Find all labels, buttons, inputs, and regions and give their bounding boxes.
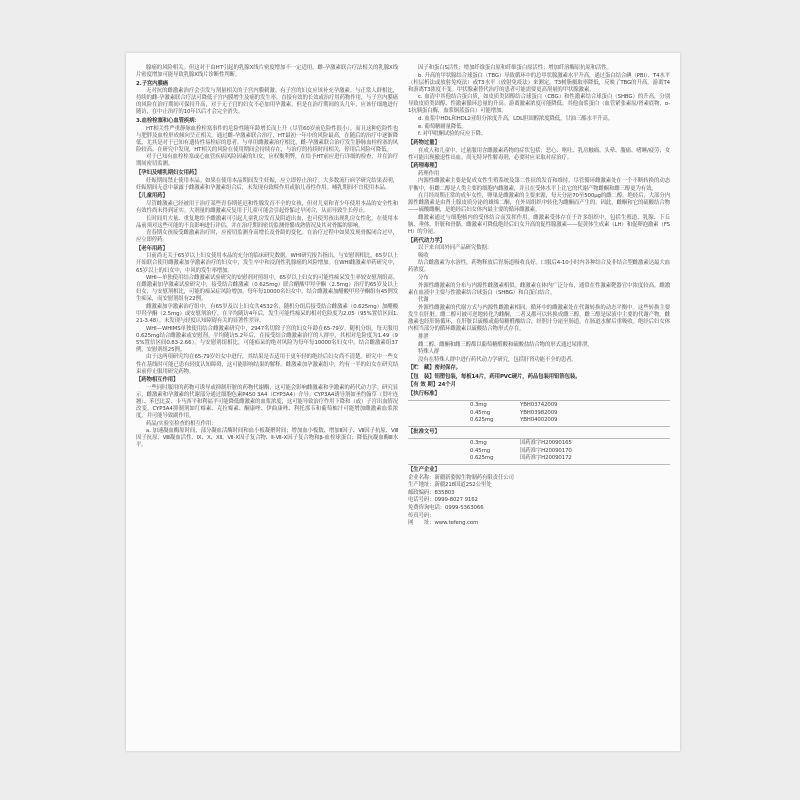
paragraph: 以下来自国外同产品研究数据：	[418, 245, 493, 252]
paragraph: 在月经周期正常的成年女性，卵巢是雌激素的主要来源，每天分泌70至500μg的雌二醇。绝经后，大部分内源性雌激素是由肾上腺皮质分泌的雄烯二酮，在外周组织中转化为雌酮而产生的。因此，雌酮和它的硫酸结合物——硫酸雌酮，是绝经后妇女体内最主要的循环雌激素。	[408, 193, 670, 214]
standards-row	[408, 410, 670, 417]
paragraph: d. 血浆中HDL和HDL2亚组分浓度升高，LDL胆固醇浓度降低，甘油三酯水平升高。	[418, 116, 613, 123]
manufacturer-block	[408, 475, 670, 528]
spec-value: 0.625mg	[470, 455, 494, 462]
manufacturer-label: 电话号码：	[408, 497, 435, 504]
paragraph: f. 对甲吡酮试验的反应下降。	[418, 131, 487, 138]
manufacturer-value: 0999-8027 9162	[434, 497, 478, 504]
paragraph: b. 升高的甲状腺结合球蛋白（TBG）导致循环中的总甲状腺激素水平升高，通过蛋白结合碘（PBI）、T4水平（柱层析法或放射免疫法）或T3水平（放射免疫法）来测定。T3树脂摄取率降低，反映了TBG的升高。游离T4和游离T3浓度不变。甲状腺素替代治疗的患者可能需要更高剂量的甲状腺激素。	[408, 72, 670, 93]
spacer	[408, 402, 470, 409]
manufacturer-value: 835803	[434, 489, 455, 496]
paragraph: 腺癌的风险相关。但这对于由HT引起的乳腺X线片密度增加不一定适用。雌-孕激素联合疗法相关的乳腺X线片密度增加可能导致乳腺X线片诊断性判断。	[136, 65, 398, 79]
code-value: 国药准字H20090165	[520, 440, 572, 446]
paragraph: HT相关性严重静脉血栓栓塞事件的危险性随年龄增长而上升（尽管60岁前危险性很小）。而且这种危险性也与肥胖及血栓形成倾向呈正相关。通过雌-孕激素联合治疗，HT最初一年中的风险最高，在随后的治疗中逐渐降低，尤其是对于已知有遗传性易栓症的患者。与单用雌激素治疗相比，雌-孕激素联合治疗发生静脉血栓栓塞的风险较高。在研究中发现，HT相关的风险在使用期间会持续存在，与治疗的持续时间相关，停用后风险可降低。	[136, 125, 398, 153]
section-heading: 【药物过量】	[408, 139, 440, 146]
standards-row	[408, 402, 670, 409]
paragraph: 青春期女孩接受雌激素治疗时，应密切监测身高增长及骨龄的变化。在治疗过程中如果发现骨骺闭合过早，应立即停药。	[136, 230, 398, 244]
paragraph: 药理作用	[418, 170, 440, 177]
manufacturer-label: 传真号码：	[408, 512, 435, 519]
manufacturer-label: 免费咨询电话：	[408, 505, 446, 512]
paragraph: 内源性雌激素主要是促成女性生殖系统及第二性征的发育和维持。尽管循环雌激素处在一个不断转换的动态平衡中，但雌二醇是人类主要的细胞内雌激素，并且在受体水平上比它的代谢产物雌酮和雌三醇更为有效。	[408, 178, 670, 192]
section-heading: 2.子宫内膜癌	[136, 80, 169, 87]
section-heading: 【执行标准】	[408, 390, 440, 397]
paragraph: 对于已知有血栓栓塞或心血管疾病风险因素的妇女，应权衡利弊，在给予HT前应进行详细的检查，并在治疗期间密切监测。	[136, 154, 398, 168]
section-heading: 【贮 藏】密封保存。	[408, 365, 461, 372]
paragraph: 外源性雌激素的代谢方式与内源性雌激素相同。循环中的雌激素处在代谢转换的动态平衡中。这些转换主要发生在肝脏。雌二醇可被可逆地转化为雌酮，二者又都可以转换成雌三醇，雌三醇是尿液中主要的代谢产物。雌激素也经肝肠循环，在肝脏以硫酸或葡萄糖醛酸结合，经胆汁分泌至肠道，在肠道水解后重吸收。绝经后妇女体内相当部分的循环雌激素以硫酸结合物形式存在。	[408, 305, 670, 333]
section-heading: 3.血栓栓塞和心血管疾病：	[136, 117, 200, 124]
code-value: YBH03982009	[520, 409, 558, 416]
code-value: 国药准字H20090172	[520, 455, 572, 462]
paragraph: 因子和蛋白S活性；增加纤维蛋白原和纤维蛋白原活性；增加纤溶酶原抗原和活性。	[418, 65, 612, 71]
paragraph: 目前尚无关于65岁以上妇女使用本品的充分的临床研究数据。WHI研究报告指出，与安慰剂相比，65岁以上开始联合使用雌激素加孕激素治疗的妇女中，发生卒中和浸润性乳腺癌的风险增加。在WHI雌激素单药研究中，65岁以上的妇女中，中风的发生率增加。	[136, 253, 398, 274]
manufacturer-value: 新疆218国道252公里处	[434, 482, 492, 489]
manufacturer-line	[408, 505, 670, 512]
paragraph: a. 加速凝血酶原时间，部分凝血活酶时间和血小板凝聚时间；增加血小板数、增加Ⅱ因子、Ⅶ因子抗原、Ⅷ因子抗原、Ⅷ凝血活性、Ⅸ、Ⅹ、Ⅻ、Ⅶ-Ⅹ因子复合物、Ⅱ-Ⅶ-Ⅹ因子复合物和β-血栓球蛋白；降低抗凝血酶Ⅲ水平。	[136, 428, 398, 449]
paragraph: 由于这两项研究均在65-79岁妇女中进行，其结果是否适用于更年轻的绝经后妇女尚不清楚。研究中一些女性在基线时可能已患有轻度认知障碍，这可能影响结果的解释。雌激素加孕激素组中，约有一半的妇女在研究结束前停止服用研究药物。	[136, 354, 398, 375]
approvals-row	[408, 440, 670, 447]
paragraph: c. 血清中其他结合蛋白质，如皮质类固醇结合球蛋白（CBG）和性激素结合球蛋白（SHBG）的升高，分别导致皮质类固醇、性激素循环总量的升高。游离激素浓度可能降低。其他血浆蛋白（血管紧张素原/肾素底物，α-1抗胰蛋白酶，血浆铜蓝蛋白）可能增加。	[408, 94, 670, 115]
manufacturer-line	[408, 482, 670, 489]
manufacturer-line	[408, 520, 670, 527]
paragraph: 在成人和儿童中，过量服用含雌激素药物的症状包括：恶心、呕吐、乳房触痛、头晕、腹痛、嗜睡/疲劳；女性可能出现撤退性出血。尚无特异性解毒剂，必要时应采取对症治疗。	[408, 147, 670, 161]
spacer	[408, 440, 470, 447]
section-heading: 【药代动力学】	[408, 237, 446, 244]
paragraph: 排泄	[418, 333, 429, 340]
section-heading: 【老年用药】	[136, 245, 168, 252]
section-heading: 【药物相互作用】	[136, 377, 179, 384]
manufacturer-label: 邮政编码：	[408, 489, 435, 496]
paragraph: 无对抗的雌激素治疗会引发与剂量相关的子宫内膜刺激。有子宫的妇女应该补充孕激素。与正常人群相比，持续的雌-孕激素联合疗法可降低子宫内膜增生及癌的发生率。直接有效的长效或治疗用药物作用，与子宫内膜癌的风险在治疗期间可保持升高，对于无子宫的妇女不必加用孕激素，但是在治疗期间的头几年，应该仔细地进行随访，在中止治疗的10年以后才会完全消失。	[136, 88, 398, 116]
paragraph: 结合雌激素为水溶性，药物释放后胃肠道吸收良好。口服后4-10小时内各种结合及非结合型雌激素达最大血药浓度。	[408, 260, 670, 274]
spacer	[408, 417, 470, 424]
spec-value: 0.45mg	[470, 409, 491, 416]
manufacturer-value: 新疆新姿源生物制药有限责任公司	[434, 474, 514, 481]
left-column	[136, 65, 398, 450]
manufacturer-line	[408, 497, 670, 504]
paragraph: WHI—WHIMS单独使用结合雌激素研究中，2947名切除子宫的妇女年龄在65-79岁，随机分组，每天服用0.625mg结合雌激素或安慰剂。平均随访5.2年后，在接受结合雌激素治疗的人群中，其相对危险度为1.49（95%置信区间0.83-2.66）。与安慰剂组相比，可能痴呆的绝对风险为每年每10000名妇女中，结合雌激素组37例，安慰剂组25例。	[136, 325, 398, 353]
spacer	[408, 410, 470, 417]
manufacturer-label: 企业名称：	[408, 474, 435, 481]
section-heading: 【生产企业】	[408, 466, 440, 473]
paragraph: 妊娠期间禁止使用本品。如果在使用本品期间发生妊娠，应立即停止治疗。大多数流行病学研究结果表明，妊娠期间无意中暴露于雌激素和孕激素组合后，未发现有致畸作用或胎儿毒性作用。哺乳期间不宜使用本品。	[136, 177, 398, 191]
spec-value: 0.45mg	[470, 447, 491, 454]
manufacturer-line	[408, 513, 670, 520]
right-column	[408, 65, 670, 528]
section-heading: 【包 装】铝塑包装，每板14片，药用PVC硬片，药品包装用铝箔包装。	[408, 373, 581, 380]
approvals-row	[408, 448, 670, 455]
paragraph: 特殊人群	[418, 349, 440, 356]
code-value: 国药准字H20090170	[520, 447, 572, 454]
standards-table	[408, 400, 670, 427]
paragraph: 雌激素加孕激素治疗组中，有65岁及以上妇女共4532名，随机分组后接受结合雌激素（0.625mg）加醋酸甲羟孕酮（2.5mg）或安慰剂治疗。在平均随访4年后，发生可能性痴呆的相对危险度为2.05（95%置信区间1.21-3.48）。未发现与轻度认知障碍有关的显著性差异。	[136, 303, 398, 325]
manufacturer-value: 0999-5363066	[445, 505, 484, 512]
paragraph: 吸收	[418, 252, 429, 259]
section-heading: 【批准文号】	[408, 428, 440, 435]
section-heading: 【孕妇及哺乳期妇女用药】	[136, 169, 200, 176]
code-value: YBH03742009	[520, 402, 558, 409]
approvals-row	[408, 455, 670, 462]
manufacturer-line	[408, 490, 670, 497]
section-heading: 【药理毒理】	[408, 163, 440, 170]
manufacturer-label: 生产地址：	[408, 482, 435, 489]
manufacturer-line	[408, 475, 670, 482]
paragraph: e. 葡萄糖耐量降低。	[418, 123, 467, 130]
spacer	[408, 448, 470, 455]
paragraph: 没有在特殊人群中进行药代动力学研究，包括肝肾功能不全的患者。	[418, 356, 577, 363]
manufacturer-label: 网 址：	[408, 520, 435, 527]
section-heading: 【儿童用药】	[136, 193, 168, 200]
paragraph: 代谢	[418, 297, 429, 304]
paragraph: 分布	[418, 275, 429, 282]
paragraph: 一些同时服用的药物可诱导或抑制肝脏的药物代谢酶，这可能会影响雌激素和孕激素的药代动力学。研究显示，雌激素和孕激素的代谢部分通过细胞色素P450 3A4（CYP3A4）介导。CYP3A4诱导剂如圣约翰草（贯叶连翘）、苯巴比妥、卡马西平和利福平可能降低雌激素的血浆浓度，这可能导致治疗作用下降和（或）子宫出血情况改变。CYP3A4抑制剂如红霉素、克拉霉素、酮康唑、伊曲康唑、利托那韦和葡萄柚汁可能增加雌激素血浆浓度，并可能导致副作用。	[136, 384, 398, 419]
package-insert-sheet	[126, 53, 680, 751]
spacer	[408, 455, 470, 462]
manufacturer-value: www.tefeng.com	[434, 520, 479, 527]
paragraph: 雌激素通过与细胞核内的受体结合而发挥作用。雌激素受体存在于许多组织中，包括生殖道、乳腺、下丘脑、垂体、肝脏和骨骼。雌激素可降低绝经后妇女升高的促性腺激素——促黄体生成素（LH）和促卵泡激素（FSH）的分泌。	[408, 214, 670, 235]
paragraph: 雌二醇、雌酮和雌三醇都以葡萄糖醛酸和硫酸盐结合物的形式通过尿排泄。	[418, 341, 593, 348]
spec-value: 0.625mg	[470, 417, 494, 424]
spec-value: 0.3mg	[470, 440, 487, 446]
paragraph: WHI—单独使用结合雌激素试验研究的安慰剂对照组中，65岁以上妇女的可能性痴呆发生率较安慰剂组高。在雌激素加孕激素试验研究中，接受结合雌激素（0.625mg）联合醋酸甲羟孕酮（2.5mg）治疗的65岁及以上妇女，与安慰剂相比，可能的痴呆症风险增加。每年每10000名妇女中，结合雌激素加醋酸甲羟孕酮组有45例发生痴呆，而安慰剂组有22例。	[136, 275, 398, 303]
code-value: YBH04002009	[520, 417, 558, 424]
section-heading: 【有 效 期】24个月	[408, 382, 456, 389]
paragraph: 长时间用大量、重复地给予雌激素可引起儿童乳房发育及阴道出血，也可使男孩出现乳房女性化。在使用本品前须对这些可能的不良影响进行评估，并在治疗期间密切监测骨骼成熟情况及其对骨骺的影响。	[136, 215, 398, 229]
paragraph: 外源性雌激素的分布与内源性雌激素相似。雌激素在体内广泛分布，通常在性激素靶器官中浓度较高。雌激素在血液中主要与性激素结合球蛋白（SHBG）和白蛋白结合。	[408, 282, 670, 296]
approvals-table	[408, 438, 670, 465]
spec-value: 0.3mg	[470, 402, 487, 409]
paragraph: 尽管雌激素已经被用于治疗某些青春期延迟和性腺发育不全的女孩，但对儿童和青少年使用本品的安全性和有效性尚未得到证实。大剂量的雌激素反复用于儿童可能会引起骨骺过早闭合，从而导致生长停止。	[136, 200, 398, 214]
paragraph: 药品/实验室检查的相互作用：	[146, 420, 217, 427]
standards-row	[408, 417, 670, 424]
